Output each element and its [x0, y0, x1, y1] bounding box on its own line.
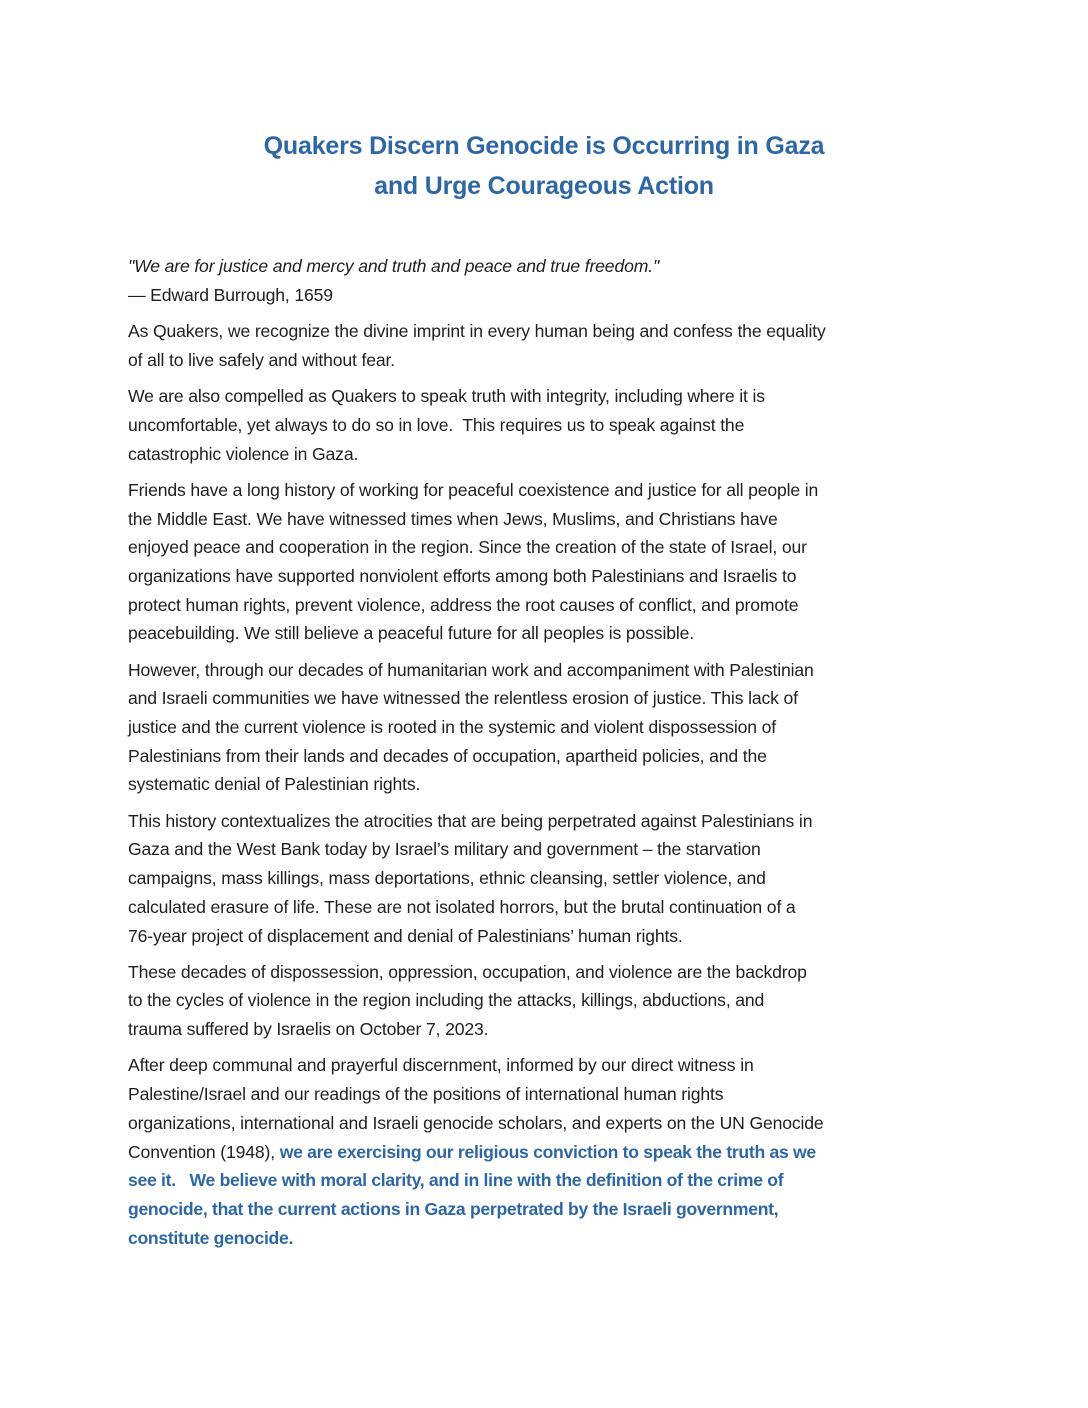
paragraph-3: [128, 476, 968, 648]
paragraph-line: Friends have a long history of working for peaceful coexistence and justice for all people in: [128, 480, 819, 500]
paragraph-line: the Middle East. We have witnessed times when Jews, Muslims, and Christians have: [128, 508, 778, 529]
paragraph-line: peacebuilding. We still believe a peaceful future for all peoples is possible.: [128, 623, 694, 644]
document-title: [0, 126, 1088, 206]
paragraph-conclusion: [128, 1051, 968, 1252]
paragraph-1: [128, 317, 968, 374]
epigraph-quote: "We are for justice and mercy and truth and peace and true freedom.": [128, 256, 660, 276]
paragraph-line: After deep communal and prayerful discernment, informed by our direct witness in: [128, 1055, 754, 1076]
epigraph: [128, 252, 968, 309]
conviction-statement: we are exercising our religious conviction to speak the truth as we: [279, 1141, 816, 1162]
paragraph-line: We are also compelled as Quakers to speak truth with integrity, including where it is: [128, 386, 765, 407]
genocide-statement-line: constitute genocide.: [128, 1227, 294, 1248]
title-line-2: and Urge Courageous Action: [374, 172, 714, 200]
paragraph-line: These decades of dispossession, oppression, occupation, and violence are the backdrop: [128, 961, 807, 982]
title-line-1: Quakers Discern Genocide is Occurring in Gaza: [263, 132, 825, 160]
paragraph-line: uncomfortable, yet always to do so in love. This requires us to speak against the: [128, 415, 745, 436]
genocide-statement-line: genocide, that the current actions in Gaza perpetrated by the Israeli government,: [128, 1198, 779, 1219]
paragraph-line-mixed: [128, 1138, 968, 1167]
paragraph-line: catastrophic violence in Gaza.: [128, 443, 359, 464]
convention-text: Convention (1948),: [128, 1141, 280, 1162]
paragraph-line: organizations, international and Israeli genocide scholars, and experts on the UN Genocide: [128, 1112, 824, 1133]
paragraph-line: Gaza and the West Bank today by Israel’s military and government – the starvation: [128, 839, 761, 860]
genocide-statement-line: see it. We believe with moral clarity, and in line with the definition of the crime of: [128, 1170, 784, 1191]
paragraph-line: campaigns, mass killings, mass deportations, ethnic cleansing, settler violence, and: [128, 868, 766, 889]
paragraph-2: [128, 382, 968, 468]
paragraph-line: calculated erasure of life. These are not isolated horrors, but the brutal continuation of a: [128, 896, 796, 917]
epigraph-attribution: — Edward Burrough, 1659: [128, 284, 333, 305]
paragraph-line: to the cycles of violence in the region including the attacks, killings, abductions, and: [128, 990, 765, 1011]
paragraph-line: This history contextualizes the atrocities that are being perpetrated against Palestinians in: [128, 810, 813, 831]
paragraph-line: trauma suffered by Israelis on October 7, 2023.: [128, 1019, 489, 1040]
paragraph-6: [128, 958, 968, 1044]
paragraph-line: Palestine/Israel and our readings of the positions of international human rights: [128, 1084, 724, 1105]
document-body: [128, 252, 968, 1260]
paragraph-line: As Quakers, we recognize the divine imprint in every human being and confess the equality: [128, 321, 826, 342]
paragraph-line: organizations have supported nonviolent efforts among both Palestinians and Israelis to: [128, 566, 797, 587]
paragraph-line: systematic denial of Palestinian rights.: [128, 774, 421, 795]
paragraph-line: of all to live safely and without fear.: [128, 350, 396, 371]
paragraph-line: and Israeli communities we have witnessed the relentless erosion of justice. This lack of: [128, 688, 798, 709]
paragraph-4: [128, 656, 968, 799]
paragraph-5: [128, 807, 968, 950]
paragraph-line: protect human rights, prevent violence, address the root causes of conflict, and promote: [128, 594, 799, 615]
paragraph-line: 76-year project of displacement and denial of Palestinians’ human rights.: [128, 925, 683, 946]
paragraph-line: enjoyed peace and cooperation in the region. Since the creation of the state of Israel, our: [128, 537, 807, 558]
paragraph-line: justice and the current violence is rooted in the systemic and violent dispossession of: [128, 717, 777, 738]
paragraph-line: Palestinians from their lands and decades of occupation, apartheid policies, and the: [128, 745, 767, 766]
paragraph-line: However, through our decades of humanitarian work and accompaniment with Palestinian: [128, 659, 814, 680]
